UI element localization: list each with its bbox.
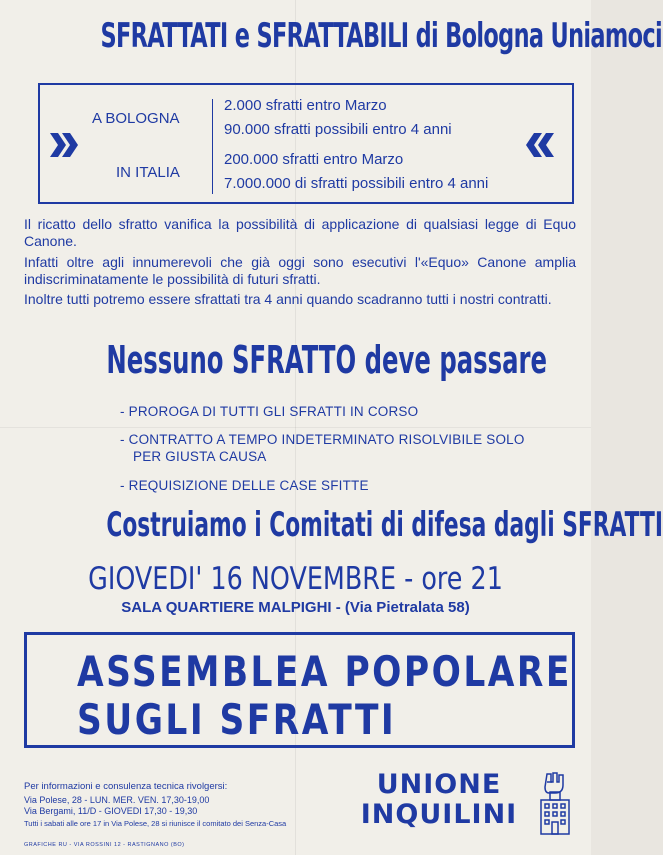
bologna-label: A BOLOGNA [92, 110, 180, 127]
union-name-line-2: INQUILINI [360, 799, 518, 830]
demand-item: - REQUISIZIONE DELLE CASE SFITTE [120, 478, 369, 493]
date-time-line: GIOVEDI' 16 NOVEMBRE - ore 21 [88, 561, 503, 597]
info-line: Via Polese, 28 - LUN. MER. VEN. 17,30-19,00 [24, 794, 210, 805]
bologna-stat-2: 90.000 sfratti possibili entro 4 anni [224, 121, 452, 138]
assembly-line-1: ASSEMBLEA POPOLARE [77, 647, 572, 696]
call-to-action-heading: Costruiamo i Comitati di difesa dagli SFRATTI [106, 505, 663, 545]
info-block [24, 781, 354, 829]
stats-box [38, 83, 574, 204]
stats-divider [212, 99, 213, 194]
italia-stat-2: 7.000.000 di sfratti possibili entro 4 anni [224, 175, 489, 192]
paragraph-3: Inoltre tutti potremo essere sfrattati tra 4 anni quando scadranno tutti i nostri contratti. [24, 291, 552, 307]
demand-item: - PROROGA DI TUTTI GLI SFRATTI IN CORSO [120, 404, 419, 419]
assembly-line-2: SUGLI SFRATTI [77, 695, 397, 744]
info-line: Via Bergami, 11/D - GIOVEDI 17,30 - 19,30 [24, 806, 198, 816]
raised-fist-buildings-icon [538, 770, 572, 836]
fold-line-horizontal [0, 427, 591, 428]
venue-line: SALA QUARTIERE MALPIGHI - (Via Pietralata 58) [121, 599, 470, 616]
double-chevron-right-icon [50, 133, 80, 157]
info-line: Tutti i sabati alle ore 17 in Via Polese, 28 si riunisce il comitato dei Senza-Casa [24, 818, 287, 828]
bologna-stat-1: 2.000 sfratti entro Marzo [224, 97, 387, 114]
italia-label: IN ITALIA [116, 164, 180, 181]
printer-credit: GRAFICHE RU - VIA ROSSINI 12 - RASTIGNANO (BO) [24, 842, 185, 848]
paragraph-2: Infatti oltre agli innumerevoli che già oggi sono esecutivi l'«Equo» Canone amplia indiscriminatamente le possibilità di futuri sfratti. [24, 254, 576, 287]
demand-item: - CONTRATTO A TEMPO INDETERMINATO RISOLVIBILE SOLO [120, 432, 525, 447]
assembly-box [24, 632, 575, 748]
demand-item-continuation: PER GIUSTA CAUSA [133, 449, 267, 464]
union-name [344, 770, 534, 830]
poster-title: SFRATTATI e SFRATTABILI di Bologna Uniamoci [100, 16, 663, 56]
italia-stat-1: 200.000 sfratti entro Marzo [224, 151, 404, 168]
double-chevron-left-icon [524, 133, 554, 157]
paragraph-1: Il ricatto dello sfratto vanifica la possibilità di applicazione di qualsiasi legge di Equo Canone. [24, 216, 576, 249]
info-title: Per informazioni e consulenza tecnica rivolgersi: [24, 781, 228, 792]
union-name-line-1: UNIONE [376, 769, 502, 800]
slogan-heading: Nessuno SFRATTO deve passare [106, 338, 548, 382]
